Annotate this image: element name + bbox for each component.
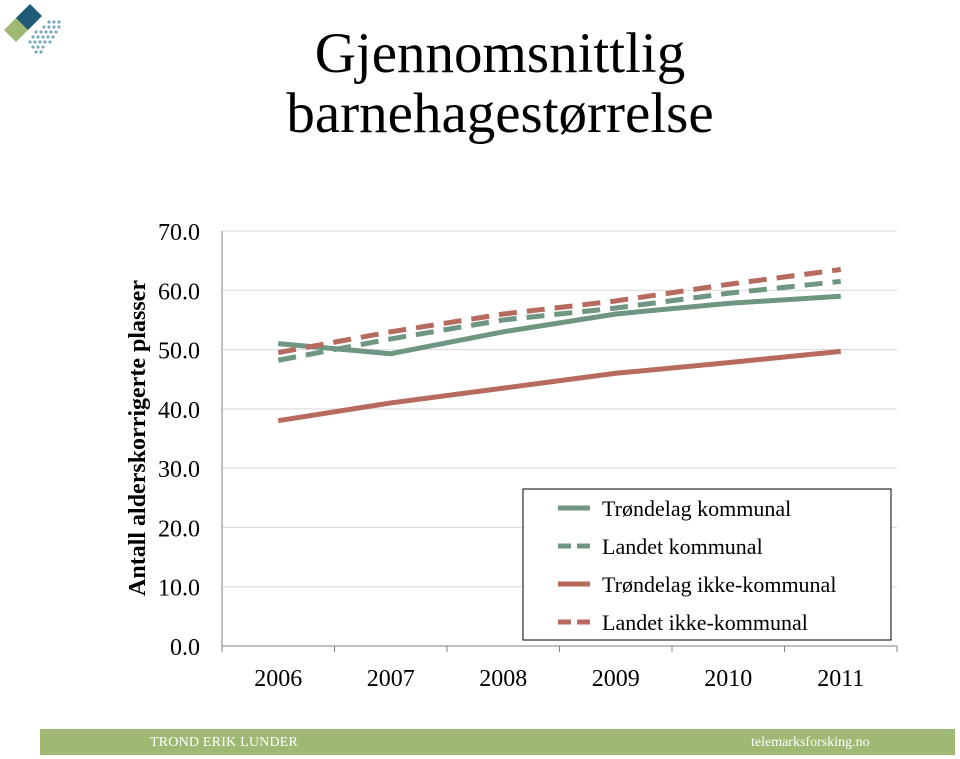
x-tick-label: 2008 xyxy=(479,666,528,692)
y-tick-label: 0.0 xyxy=(170,635,200,661)
x-tick-label: 2007 xyxy=(366,666,415,692)
x-tick-label: 2010 xyxy=(704,666,753,692)
title-line-1: Gjennomsnittlig xyxy=(314,22,686,85)
legend-label: Trøndelag kommunal xyxy=(602,496,792,521)
x-tick-label: 2006 xyxy=(254,666,303,692)
x-tick-label: 2011 xyxy=(817,666,865,692)
y-tick-label: 50.0 xyxy=(158,338,200,365)
legend xyxy=(523,489,891,640)
y-tick-label: 40.0 xyxy=(158,397,200,424)
y-tick-label: 10.0 xyxy=(158,575,200,602)
y-tick-label: 70.0 xyxy=(158,220,200,246)
legend-label: Trøndelag ikke-kommunal xyxy=(602,572,837,597)
series-line xyxy=(278,270,841,353)
series-line xyxy=(278,351,841,420)
y-tick-label: 60.0 xyxy=(158,279,200,306)
footer-author: TROND ERIK LUNDER xyxy=(150,735,299,750)
footer-website[interactable]: telemarksforsking.no xyxy=(751,735,870,750)
y-axis-title: Antall alderskorrigerte plasser xyxy=(125,280,151,596)
y-tick-label: 20.0 xyxy=(158,516,200,543)
y-tick-label: 30.0 xyxy=(158,457,200,484)
x-tick-label: 2009 xyxy=(591,666,640,692)
legend-label: Landet ikke-kommunal xyxy=(602,610,808,635)
legend-label: Landet kommunal xyxy=(602,534,763,559)
title-line-2: barnehagestørrelse xyxy=(286,82,714,145)
